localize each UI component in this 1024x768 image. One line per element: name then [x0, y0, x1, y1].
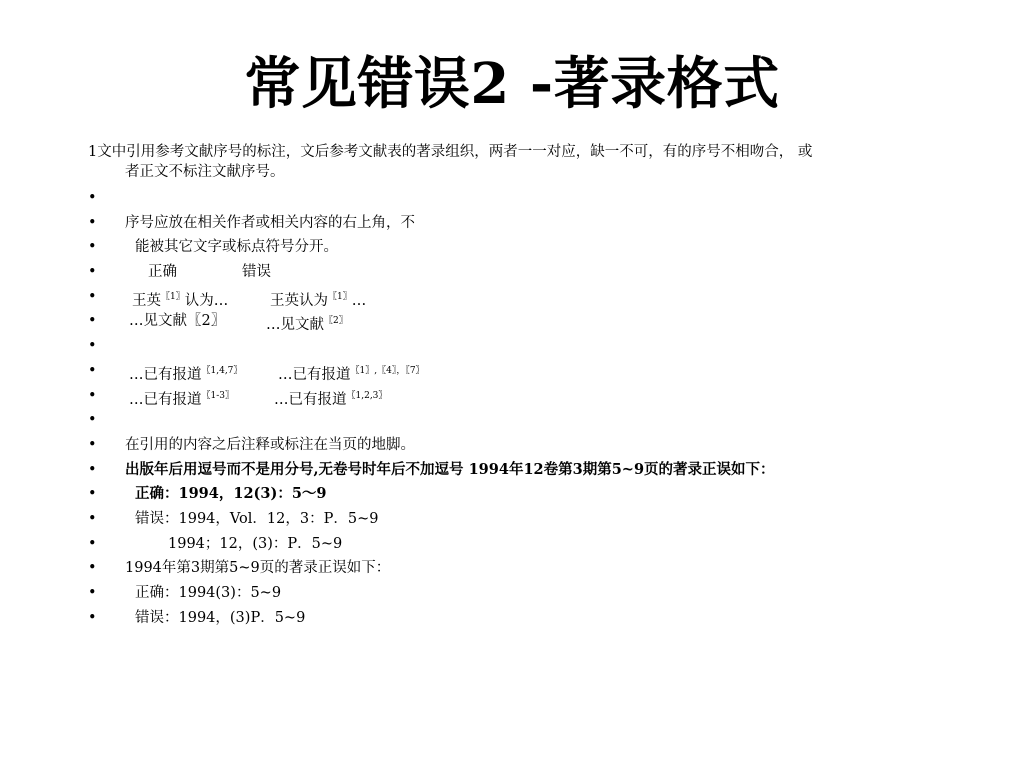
example-correct: …见文献〖2〗	[129, 313, 226, 330]
slide-body	[88, 142, 948, 630]
bullet-icon: •	[88, 190, 97, 206]
citation-sup: 〖1〗,〖4〗，〖7〗	[350, 365, 425, 376]
example-text: …已有报道	[129, 391, 202, 408]
intro-first-line: 1文中引用参考文献序号的标注，文后参考文献表的著录组织，两者一一对应，缺一不可，有的序号不相吻合， 或	[88, 144, 813, 160]
bullet-row	[88, 211, 948, 236]
wrong-header: 错误	[242, 264, 271, 281]
intro-continuation: 者正文不标注文献序号。	[125, 164, 285, 180]
bullet-row	[88, 507, 948, 532]
example-text: …已有报道	[274, 391, 347, 408]
bullet-row-empty-3	[88, 408, 948, 433]
bullet-row-empty-2	[88, 334, 948, 359]
citation-sup: 〖1〗	[328, 291, 352, 302]
bullet-row	[88, 532, 948, 557]
bullet-row	[88, 285, 948, 310]
bullet-icon: •	[88, 535, 97, 552]
citation-sup: 〖1,2,3〗	[346, 390, 388, 401]
correct-example: 正确：1994(3)：5~9	[135, 585, 282, 601]
bullet-icon: •	[88, 288, 97, 305]
bullet-icon: •	[88, 313, 97, 330]
bullet-icon: •	[88, 239, 97, 256]
wrong-example: 1994；12，(3)：P．5~9	[168, 535, 343, 552]
bullet-row	[88, 482, 948, 507]
example-text: …	[351, 292, 367, 309]
slide-title: 常见错误2 -著录格式	[244, 51, 780, 117]
wrong-example: 错误：1994，Vol．12，3：P．5~9	[135, 510, 379, 527]
bullet-icon: •	[88, 412, 97, 429]
example-text: 认为…	[184, 292, 229, 309]
bullet-row	[88, 556, 948, 581]
citation-sup: 〖1〗	[161, 291, 185, 302]
bullet-icon: •	[88, 486, 97, 503]
example-text: …见文献	[266, 317, 324, 334]
intro-paragraph	[88, 142, 948, 182]
citation-sup: 〖2〗	[324, 316, 348, 327]
bullet-icon: •	[88, 461, 97, 478]
bullet-icon: •	[88, 214, 97, 231]
bullet-text: 在引用的内容之后注释或标注在当页的地脚。	[125, 436, 415, 453]
example-text: 王英	[132, 292, 161, 309]
citation-sup: 〖1,4,7〗	[201, 365, 243, 376]
example-text: 王英认为	[270, 292, 328, 309]
bullet-row	[88, 606, 948, 631]
bullet-icon: •	[88, 362, 97, 379]
bullet-icon: •	[88, 338, 97, 355]
bullet-text: 能被其它文字或标点符号分开。	[135, 239, 338, 256]
bullet-row	[88, 260, 948, 285]
bullet-icon: •	[88, 585, 97, 601]
bullet-row	[88, 309, 948, 334]
correct-header: 正确	[148, 264, 177, 281]
correct-example: 正确：1994，12(3)：5～9	[135, 485, 327, 503]
bullet-row	[88, 458, 948, 483]
bullet-icon: •	[88, 387, 97, 404]
example-text: …已有报道	[278, 366, 351, 383]
bullet-row	[88, 581, 948, 606]
rule-heading: 出版年后用逗号而不是用分号,无卷号时年后不加逗号 1994年12卷第3期第5~9页的著录正误如下：	[125, 460, 775, 478]
bullet-icon: •	[88, 609, 97, 626]
bullet-row-empty-1	[88, 186, 948, 211]
bullet-icon: •	[88, 560, 97, 577]
bullet-icon: •	[88, 510, 97, 527]
bullet-row	[88, 384, 948, 409]
bullet-text: 1994年第3期第5~9页的著录正误如下：	[125, 560, 391, 577]
bullet-text: 序号应放在相关作者或相关内容的右上角，不	[125, 214, 415, 231]
bullet-icon: •	[88, 264, 97, 281]
example-text: …已有报道	[129, 366, 202, 383]
wrong-example: 错误：1994，(3)P．5~9	[135, 609, 306, 626]
bullet-row	[88, 433, 948, 458]
bullet-row	[88, 235, 948, 260]
bullet-row	[88, 359, 948, 384]
citation-sup: 〖1-3〗	[201, 390, 234, 401]
bullet-icon: •	[88, 436, 97, 453]
